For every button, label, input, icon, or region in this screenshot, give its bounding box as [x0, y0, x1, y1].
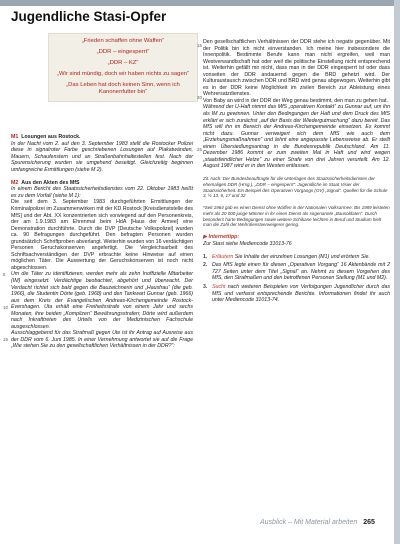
m2-body-italic-2: Ausschlaggebend für das Strafmaß gegen Ute ist ihr Antrag auf Ausreise aus der DDR vom 6. Juni 1985. In einer Vernehmung antwortet sie auf die Frage „Wie stehen Sie zu den gesellschaftlichen Verhältnissen in der DDR?“:: [11, 330, 193, 350]
task-item: [203, 254, 390, 261]
m2-body-italic: Um die Täter zu identifizieren, werden mehr als zehn Inoffizielle Mitarbeiter (IM) eingesetzt. Verdächtige beobachtet, abgehört und überwacht. Der Verdacht richtet sich bald gegen die Bauzeichnerin und „Hausfrau“ (die geb. 1966), die Studentin Dörte (geb. 1968) und den Tankwart Gunnar (geb. 1966) aus dem Kreis der Evangelischen Andreas-Kirchengemeinde Rostock-Evershagen. Uta erhält eine Freiheitsstrafe von einem Jahr und sechs Monaten, ihre beiden „Komplizen“ Bewährungsstrafen; Dörte wird außerdem nach Inkrafttreten des Urteils von der Medizinischen Fachschule ausgeschlossen.: [11, 271, 193, 330]
right-column: [203, 39, 390, 306]
task-operator: Sucht: [212, 283, 226, 290]
task-text: Sie Inhalte der einzelnen Losungen (M1) und erörtern Sie.: [233, 253, 370, 260]
m1-heading: Losungen aus Rostock.: [21, 134, 81, 140]
slogans-box: [48, 33, 198, 102]
slogan: „Frieden schaffen ohne Waffen“: [81, 38, 165, 44]
m2-heading: Aus den Akten des MfS: [21, 179, 80, 186]
line-number: 5: [3, 272, 6, 277]
task-text: nach weiteren Beispielen von Verfolgungen Jugendlicher durch das MfS und verfasst entsprechende Berichte. Informationen findet ihr auch unter Mediencode 31013-74.: [212, 283, 390, 304]
task-text: Das MfS legte einen für diesen „Operativen Vorgang“ 16 Aktenbände mit 2 727 Seiten unter dem Titel „Signal“ an. Nehmt zu diesem Vorgehen des MfS, den Strafmaßen und den betroffenen Personen Stellung (M1 und M2).: [212, 262, 390, 282]
task-number: 1.: [203, 253, 208, 260]
task-operator: Erläutern: [212, 253, 234, 260]
page-number: 265: [363, 519, 375, 526]
line-number: 15: [3, 337, 8, 342]
m2-body: Die seit dem 3. September 1983 durchgeführten Ermittlungen der Kriminalpolizei im Zusammenwirken mit der KD Rostock [Kreisdienststelle des MfS] und der Abt. XX konzentrierten sich vorwiegend auf den Personenkreis, der am 1.9.1983 am Ehrenmal beim HdA [Haus der Armee] eine Demonstration durchführte. Durch die DVP [Deutsche Volkspolizei] wurden ca. 90 Befragungen durchgeführt. Den befragten Personen wurden grundsätzlich Schriftproben abverlangt. Weiterhin wurden von 16 verdächtigen Personen Geruchskonserven angefertigt. Die Vergleichsarbeit des Schriftsachverständigen der DVP erbrachte keine Hinweise auf einen möglichen Täter. Die Auswertung der Geruchskonserven ist noch nicht abgeschlossen.: [11, 199, 194, 271]
m2-intro: In einem Bericht des Staatssicherheitsdienstes vom 22. Oktober 1983 heißt es zu dem Vorfall (siehe M 1):: [11, 186, 193, 199]
slogan: „DDR – eingesperrt“: [96, 49, 150, 56]
internet-tip-text: Zur Stasi siehe Mediencode 31013-76: [203, 240, 292, 247]
narrative-start: Von Baby an wird in der DDR der Weg genau bestimmt, den man zu gehen hat.: [203, 97, 388, 104]
footnote: *Seit 1964 gab es einen Dienst ohne Waffen in der Nationalen Volksarmee. Bis 1989 leisteten mehr als 20 000 junge Männer in ihr einen Dienst als sogenannte „Bausoldaten“. Durch besonders harte Bedingungen sowie weitere Schikane leichten in Beruf und Studium hielt man die Zahl der Wehrdienstverweigerer gering.: [203, 205, 390, 228]
internet-tip-label: ▶ Internettipp:: [203, 234, 240, 241]
narrative-italic: Während der U-Haft nimmt das MfS „operativen Kontakt“ zu Gunnar auf, um ihn als IM zu gewinnen. Unter den Bedingungen der Haft und dem Druck des MfS erklärt er sich zunächst „auf der Basis der Wiedergutmachung“ dazu bereit. Das MfS will ihn im Bereich der Andreas-Kirchengemeinde einsetzen. Es kommt nicht dazu. Gunnar verweigert sich dem MfS wie auch dem „Erziehungsmaßnahmen“ und lehnt eine angepasste Lebensweise ab. Er stellt einen Übersiedlungsantrag in die Bundesrepublik Deutschland. Am 11. Dezember 1986 kommt er zum zweiten Mal in Haft und wird wegen „staatsfeindlicher Hetze“ zu einer Strafe von drei Jahren verurteilt. Am 12. August 1987 wird er in den Westen entlassen.: [203, 104, 390, 170]
line-number: 20: [197, 95, 202, 100]
right-color-bar: [394, 0, 400, 544]
m2-number: M2: [11, 179, 19, 186]
task-number: 3.: [203, 283, 208, 290]
m1-caption: In der Nacht vom 2. auf den 3. September 1983 stellt die Rostocker Polizei diese in signalroter Farbe geschriebenen Losungen auf Plakatwänden, Mauern, Schaufenstern und an Straßenbahnhaltestellen fest. Nach der Spurensicherung wurden sie umgehend beseitigt. Gleichzeitig beginnen umfangreiche Ermittlungen (siehe M 2).: [11, 140, 193, 173]
page-footer: [260, 519, 394, 526]
slogan: „DDR – KZ“: [107, 60, 139, 67]
top-color-bar: [0, 0, 400, 6]
footer-label: Ausblick – Mit Material arbeiten: [260, 519, 358, 526]
line-number: 15: [197, 43, 202, 48]
line-number: 25: [197, 147, 202, 152]
line-number: 10: [3, 305, 8, 310]
slogan: „Wir sind mündig, doch wir haben nichts zu sagen“: [57, 71, 189, 78]
left-column: [11, 134, 193, 350]
task-item: [203, 284, 390, 304]
ute-quote: Den gesellschaftlichen Verhältnissen der DDR stehe ich negativ gegenüber. Mit der Politik bin ich nicht einverstanden. Ich meine hier insbesondere die Innenpolitik. Bestimmte Berufe kann man nicht ergreifen, weil man Westverwandtschaft hat oder weil die politische Einstellung nicht entsprechend ist. Weiterhin gefällt mir nicht, dass man in der DDR eingesperrt ist oder dass vonseiten der DDR andauernd gegen die BRD gehetzt wird. Der Kulturaustausch zwischen DDR und BRD wird genau abgewogen. Weiterhin gibt es in der DDR keine Möglichkeit im zivilen Bereich zur Ableistung eines Wehrersatzdienstes.: [203, 39, 390, 98]
slogan: „Das Leben hat doch keinen Sinn, wenn ich Kanonenfutter bin“: [66, 82, 180, 96]
source-citation: Zit. nach: Der Bundesbeauftragte für die Unterlagen des Staatssicherheitsdienstes der ehemaligen DDR (Hrsg.), „DDR – eingesperrt“. Jugendliche im Staat Visier der Staatssicherheit. Ein Beispiel des Operativen Vorgangs (OV) „Signal“. Quellen für die Schule 3, ½ 13, 6, 17 und 32: [203, 176, 388, 199]
page-title: Jugendliche Stasi-Opfer: [11, 9, 167, 24]
m1-number: M1: [11, 134, 19, 140]
task-item: [203, 262, 390, 282]
task-list: [203, 254, 390, 304]
task-number: 2.: [203, 262, 208, 269]
